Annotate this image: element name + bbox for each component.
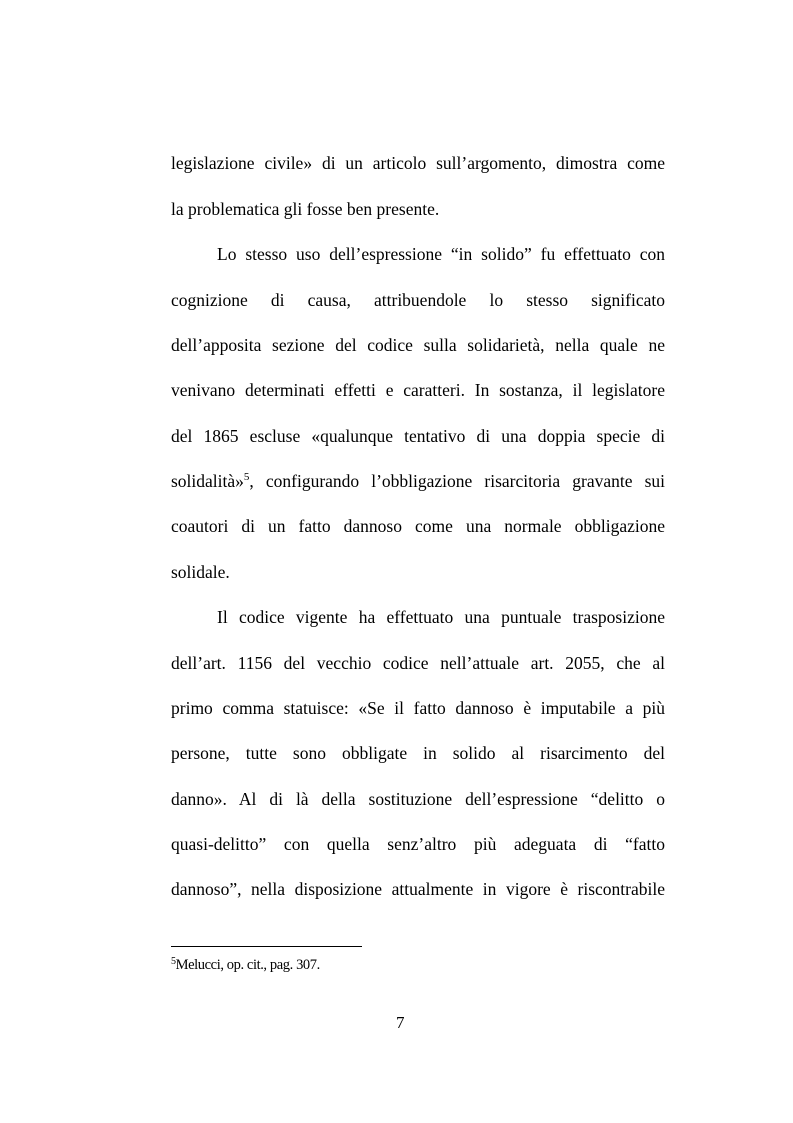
text-line: coautori di un fatto dannoso come una normale obbligazione [171,516,665,536]
text-line: la problematica gli fosse ben presente. [171,199,440,219]
footnote-marker: 5 [171,956,176,967]
text-line: dannoso”, nella disposizione attualmente in vigore è riscontrabile [171,879,665,899]
paragraph-start-line: Lo stesso uso dell’espressione “in solido” fu effettuato con [217,244,665,264]
text-line: solidale. [171,562,230,582]
text-line-with-footnote-ref [171,469,665,493]
footnote-reference[interactable]: 5 [243,471,250,483]
text-line: dell’apposita sezione del codice sulla solidarietà, nella quale ne [171,335,665,355]
text-line: quasi-delitto” con quella senz’altro più adeguata di “fatto [171,834,665,854]
text-segment: solidalità» [171,471,244,491]
text-line: danno». Al di là della sostituzione dell’espressione “delitto o [171,789,665,809]
text-line: del 1865 escluse «qualunque tentativo di una doppia specie di [171,426,665,446]
text-line: venivano determinati effetti e caratteri. In sostanza, il legislatore [171,380,665,400]
footnote-separator [171,946,362,947]
paragraph-start-line: Il codice vigente ha effettuato una puntuale trasposizione [217,607,665,627]
text-line: primo comma statuisce: «Se il fatto dannoso è imputabile a più [171,698,665,718]
text-line: cognizione di causa, attribuendole lo stesso significato [171,290,665,310]
text-line: dell’art. 1156 del vecchio codice nell’attuale art. 2055, che al [171,653,665,673]
footnote [171,955,320,975]
footnote-text: Melucci, op. cit., pag. 307. [175,957,320,973]
page-number: 7 [396,1013,405,1032]
text-line: legislazione civile» di un articolo sull’argomento, dimostra come [171,153,665,173]
text-segment: , configurando l’obbligazione risarcitoria gravante sui [249,471,665,491]
text-line: persone, tutte sono obbligate in solido al risarcimento del [171,743,665,763]
